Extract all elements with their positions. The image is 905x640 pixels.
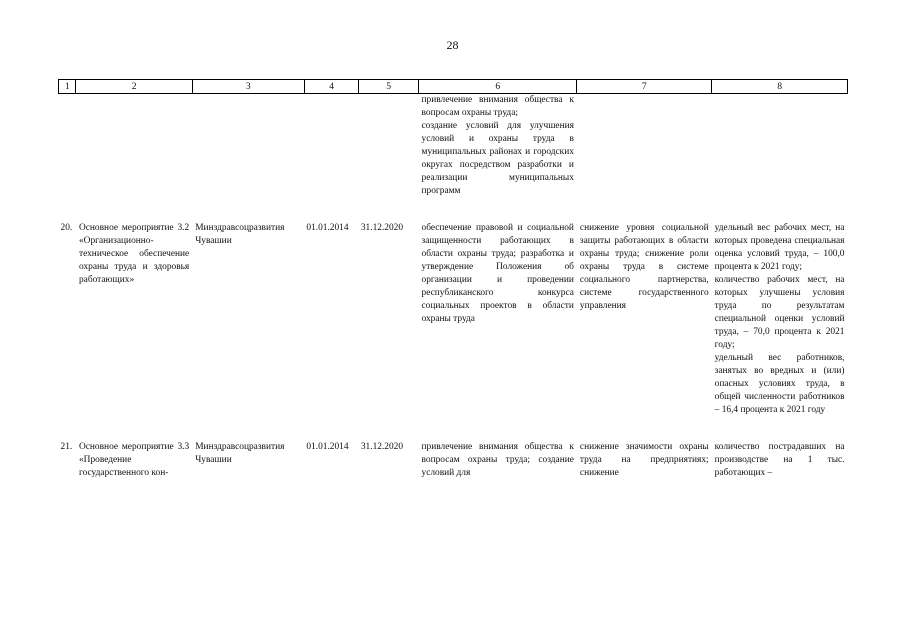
header-col-2: 2 xyxy=(76,80,192,94)
header-col-4: 4 xyxy=(304,80,359,94)
executor: Минздравсоцразвития Чувашии xyxy=(195,442,285,465)
consequences: снижение значимости охраны труда на предприятиях; снижение xyxy=(579,442,709,478)
end-date: 31.12.2020 xyxy=(360,223,404,233)
expected-result: обеспечение правовой и социальной защищенности работающих в области охраны труда; разработка и утверждение Положения об организации и проведении республиканского конкурса социальных проектов в области охраны труда xyxy=(421,223,574,324)
header-row xyxy=(59,80,848,94)
continuation-result-cell: привлечение внимания общества к вопросам охраны труда; создание условий для улучшения условий и охраны труда в муниципальных районах и городских округах посредством разработки и реализации муниципальных программ xyxy=(421,95,574,196)
indicators: количество пострадавших на производстве на 1 тыс. работающих – xyxy=(714,442,845,478)
table-row xyxy=(59,441,848,480)
page-number: 28 xyxy=(446,38,459,52)
row-number: 20. xyxy=(60,223,73,233)
header-col-5: 5 xyxy=(359,80,419,94)
start-date: 01.01.2014 xyxy=(306,223,349,233)
header-col-7: 7 xyxy=(577,80,712,94)
continuation-row xyxy=(59,94,848,199)
expected-result: привлечение внимания общества к вопросам охраны труда; создание условий для xyxy=(421,442,574,478)
end-date: 31.12.2020 xyxy=(360,442,404,452)
row-number: 21. xyxy=(60,442,73,452)
header-col-6: 6 xyxy=(419,80,577,94)
indicators: удельный вес рабочих мест, на которых проведена специальная оценка условий труда, – 100,0 процента к 2021 году; количество рабочих мест, на которых улучшены условия труда по результатам специальной оценки условий труда, – 70,0 процента к 2021 году; удельный вес работников, занятых во вредных и (или) опасных условиях труда, в общей численности работников – 16,4 процента к 2021 году xyxy=(714,223,845,415)
measures-table xyxy=(58,79,848,480)
measure-name: Основное мероприятие 3.2 «Организационно-техническое обеспечение охраны труда и здоровья работающих» xyxy=(78,223,190,285)
measure-name: Основное мероприятие 3.3 «Проведение государственного кон- xyxy=(78,442,190,478)
header-col-8: 8 xyxy=(712,80,848,94)
executor: Минздравсоцразвития Чувашии xyxy=(195,223,285,246)
header-col-3: 3 xyxy=(192,80,304,94)
table-row xyxy=(59,222,848,417)
start-date: 01.01.2014 xyxy=(306,442,349,452)
consequences: снижение уровня социальной защиты работающих в области охраны труда; снижение роли охраны труда в системе социального партнерства, системе государственного управления xyxy=(579,223,709,311)
header-col-1: 1 xyxy=(59,80,76,94)
